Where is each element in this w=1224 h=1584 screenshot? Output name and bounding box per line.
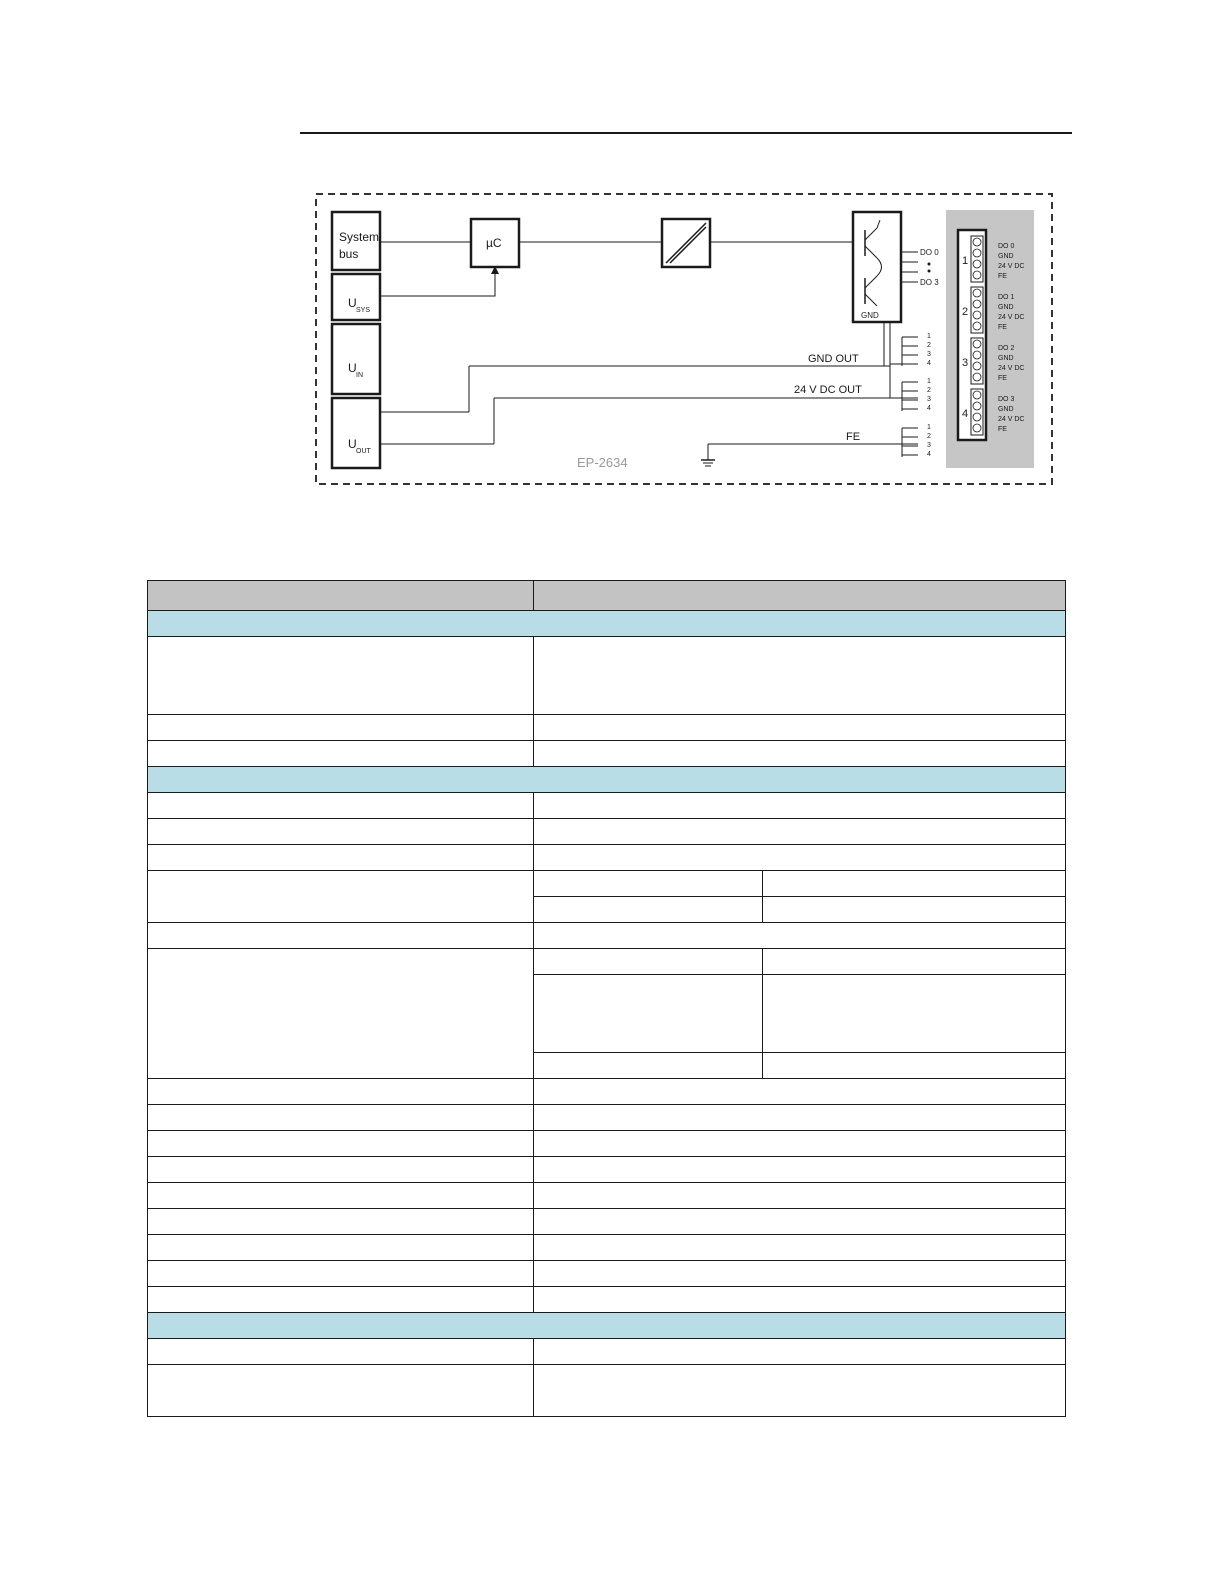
technical-data-table [147,580,1066,1417]
table-row [148,1261,1066,1287]
table-row [148,1183,1066,1209]
svg-text:3: 3 [962,357,969,369]
table-row [148,819,1066,845]
svg-text:24 V DC: 24 V DC [998,365,1025,372]
svg-text:1: 1 [927,378,931,385]
svg-text:24 V DC: 24 V DC [998,263,1025,270]
table-section-row [148,767,1066,793]
svg-text:4: 4 [927,451,931,458]
uin-label: U [348,361,357,375]
vdc-out-label: 24 V DC OUT [794,384,862,396]
svg-text:3: 3 [927,442,931,449]
uout-sub: OUT [356,448,371,455]
uout-block [332,398,380,468]
do-bottom-label: DO 3 [920,278,939,287]
svg-text:DO 0: DO 0 [998,243,1015,250]
table-row [148,871,1066,897]
system-bus-label-2: bus [339,247,359,261]
gnd-out-label: GND OUT [808,353,859,365]
fe-label: FE [846,431,861,443]
svg-text:GND: GND [998,406,1014,413]
table-row [148,949,1066,975]
table-header-row [148,581,1066,611]
svg-text:1: 1 [962,255,969,267]
svg-text:GND: GND [998,355,1014,362]
table-row [148,1365,1066,1417]
svg-text:FE: FE [998,324,1007,331]
svg-text:DO 2: DO 2 [998,345,1015,352]
table-row [148,923,1066,949]
table-row [148,1209,1066,1235]
svg-text:FE: FE [998,273,1007,280]
svg-text:4: 4 [927,405,931,412]
svg-text:4: 4 [927,360,931,367]
table-row [148,1079,1066,1105]
system-bus-label-1: System [339,230,380,244]
uin-sub: IN [356,372,363,379]
usys-label: U [348,296,357,310]
svg-text:2: 2 [927,342,931,349]
table-row [148,1105,1066,1131]
svg-text:GND: GND [998,253,1014,260]
svg-text:1: 1 [927,424,931,431]
usys-sub: SYS [356,307,371,314]
svg-text:2: 2 [927,387,931,394]
table-row [148,1157,1066,1183]
table-row [148,715,1066,741]
svg-text:24 V DC: 24 V DC [998,416,1025,423]
table-row [148,793,1066,819]
svg-text:2: 2 [962,306,969,318]
svg-text:24 V DC: 24 V DC [998,314,1025,321]
table-row [148,1339,1066,1365]
header-rule [300,132,1072,134]
do-top-label: DO 0 [920,248,939,257]
model-label: EP-2634 [577,455,628,470]
svg-text:DO 3: DO 3 [998,396,1015,403]
table-row [148,845,1066,871]
table-row [148,1235,1066,1261]
table-section-row [148,611,1066,637]
table-row [148,1287,1066,1313]
table-row [148,637,1066,715]
svg-text:3: 3 [927,351,931,358]
svg-text:DO 1: DO 1 [998,294,1015,301]
svg-text:FE: FE [998,375,1007,382]
svg-text:2: 2 [927,433,931,440]
table-section-row [148,1313,1066,1339]
svg-text:FE: FE [998,426,1007,433]
uin-block [332,324,380,394]
driver-gnd-label: GND [861,311,879,320]
svg-text:1: 1 [927,333,931,340]
svg-text:4: 4 [962,408,969,420]
table-row [148,741,1066,767]
block-diagram [314,192,1054,488]
microcontroller-label: µC [486,236,502,250]
svg-text:GND: GND [998,304,1014,311]
uout-label: U [348,437,357,451]
svg-text:3: 3 [927,396,931,403]
table-row [148,1131,1066,1157]
